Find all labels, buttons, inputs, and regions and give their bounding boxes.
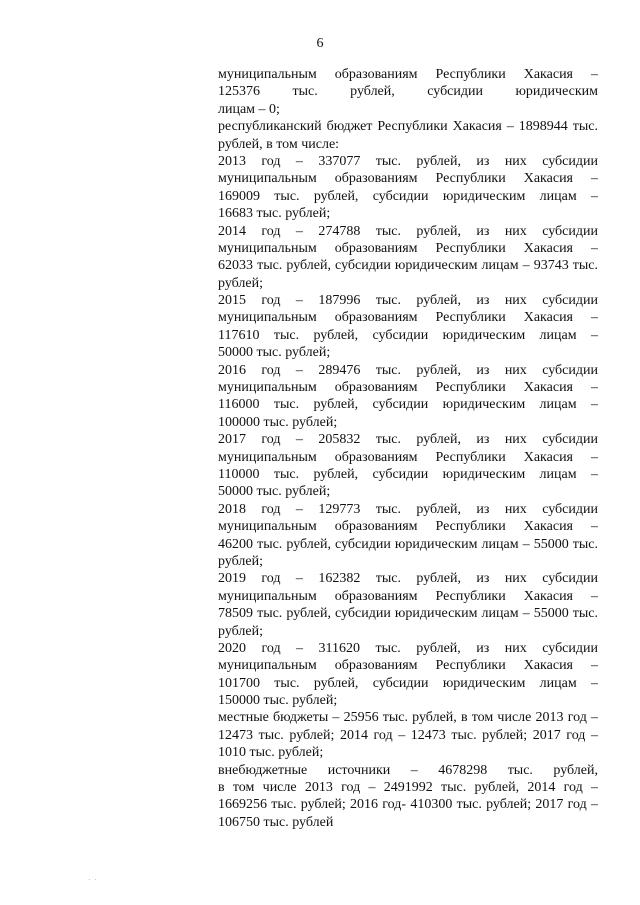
text-line: 117610 тыс. рублей, субсидии юридическим лицам – bbox=[218, 327, 598, 343]
text-line: 78509 тыс. рублей, субсидии юридическим лицам – 55000 тыс. bbox=[218, 606, 598, 622]
text-line: муниципальным образованиям Республики Хакасия – bbox=[218, 171, 598, 187]
text-line: 100000 тыс. рублей; bbox=[218, 414, 338, 430]
text-line: внебюджетные источники – 4678298 тыс. рублей, bbox=[218, 762, 598, 778]
margin-mark: · · bbox=[88, 876, 98, 884]
text-line: 125376 тыс. рублей, субсидии юридическим bbox=[218, 84, 598, 100]
text-line: в том числе 2013 год – 2491992 тыс. рублей, 2014 год – bbox=[218, 780, 598, 796]
text-line: лицам – 0; bbox=[218, 101, 280, 117]
text-line: 2018 год – 129773 тыс. рублей, из них субсидии bbox=[218, 501, 598, 517]
text-line: рублей; bbox=[218, 623, 263, 639]
funding-text-block bbox=[218, 66, 598, 831]
text-line: 2013 год – 337077 тыс. рублей, из них субсидии bbox=[218, 153, 598, 169]
text-line: 2014 год – 274788 тыс. рублей, из них субсидии bbox=[218, 223, 598, 239]
text-line: 110000 тыс. рублей, субсидии юридическим лицам – bbox=[218, 466, 598, 482]
text-line: муниципальным образованиям Республики Хакасия – bbox=[218, 380, 598, 396]
text-line: муниципальным образованиям Республики Хакасия – bbox=[218, 519, 598, 535]
text-line: 150000 тыс. рублей; bbox=[218, 693, 338, 709]
text-line: рублей, в том числе: bbox=[218, 136, 340, 152]
text-line: 46200 тыс. рублей, субсидии юридическим лицам – 55000 тыс. bbox=[218, 536, 598, 552]
text-line: республиканский бюджет Республики Хакасия – 1898944 тыс. bbox=[218, 119, 598, 135]
page-number: 6 bbox=[316, 36, 324, 51]
text-line: 62033 тыс. рублей, субсидии юридическим лицам – 93743 тыс. bbox=[218, 258, 598, 274]
text-line: 12473 тыс. рублей; 2014 год – 12473 тыс. рублей; 2017 год – bbox=[218, 727, 598, 743]
text-line: 2017 год – 205832 тыс. рублей, из них субсидии bbox=[218, 432, 598, 448]
text-line: рублей; bbox=[218, 553, 263, 569]
text-line: муниципальным образованиям Республики Хакасия – bbox=[218, 449, 598, 465]
text-line: 2015 год – 187996 тыс. рублей, из них субсидии bbox=[218, 293, 598, 309]
text-line: 116000 тыс. рублей, субсидии юридическим лицам – bbox=[218, 397, 598, 413]
text-line: 16683 тыс. рублей; bbox=[218, 206, 331, 222]
text-line: 50000 тыс. рублей; bbox=[218, 345, 331, 361]
text-line: местные бюджеты – 25956 тыс. рублей, в том числе 2013 год – bbox=[218, 710, 598, 726]
text-line: муниципальным образованиям Республики Хакасия – bbox=[218, 588, 598, 604]
text-line: муниципальным образованиям Республики Хакасия – bbox=[218, 310, 598, 326]
text-line: 50000 тыс. рублей; bbox=[218, 484, 331, 500]
text-line: 2020 год – 311620 тыс. рублей, из них субсидии bbox=[218, 640, 598, 656]
text-line: 169009 тыс. рублей, субсидии юридическим лицам – bbox=[218, 188, 598, 204]
text-line: муниципальным образованиям Республики Хакасия – bbox=[218, 240, 598, 256]
text-line: 1010 тыс. рублей; bbox=[218, 745, 324, 761]
text-line: рублей; bbox=[218, 275, 263, 291]
text-line: 101700 тыс. рублей, субсидии юридическим лицам – bbox=[218, 675, 598, 691]
text-line: муниципальным образованиям Республики Хакасия – bbox=[218, 658, 598, 674]
text-line: 2019 год – 162382 тыс. рублей, из них субсидии bbox=[218, 571, 598, 587]
text-line: 1669256 тыс. рублей; 2016 год- 410300 тыс. рублей; 2017 год – bbox=[218, 797, 598, 813]
text-line: 2016 год – 289476 тыс. рублей, из них субсидии bbox=[218, 362, 598, 378]
text-line: муниципальным образованиям Республики Хакасия – bbox=[218, 67, 598, 82]
text-line: 106750 тыс. рублей bbox=[218, 814, 334, 830]
